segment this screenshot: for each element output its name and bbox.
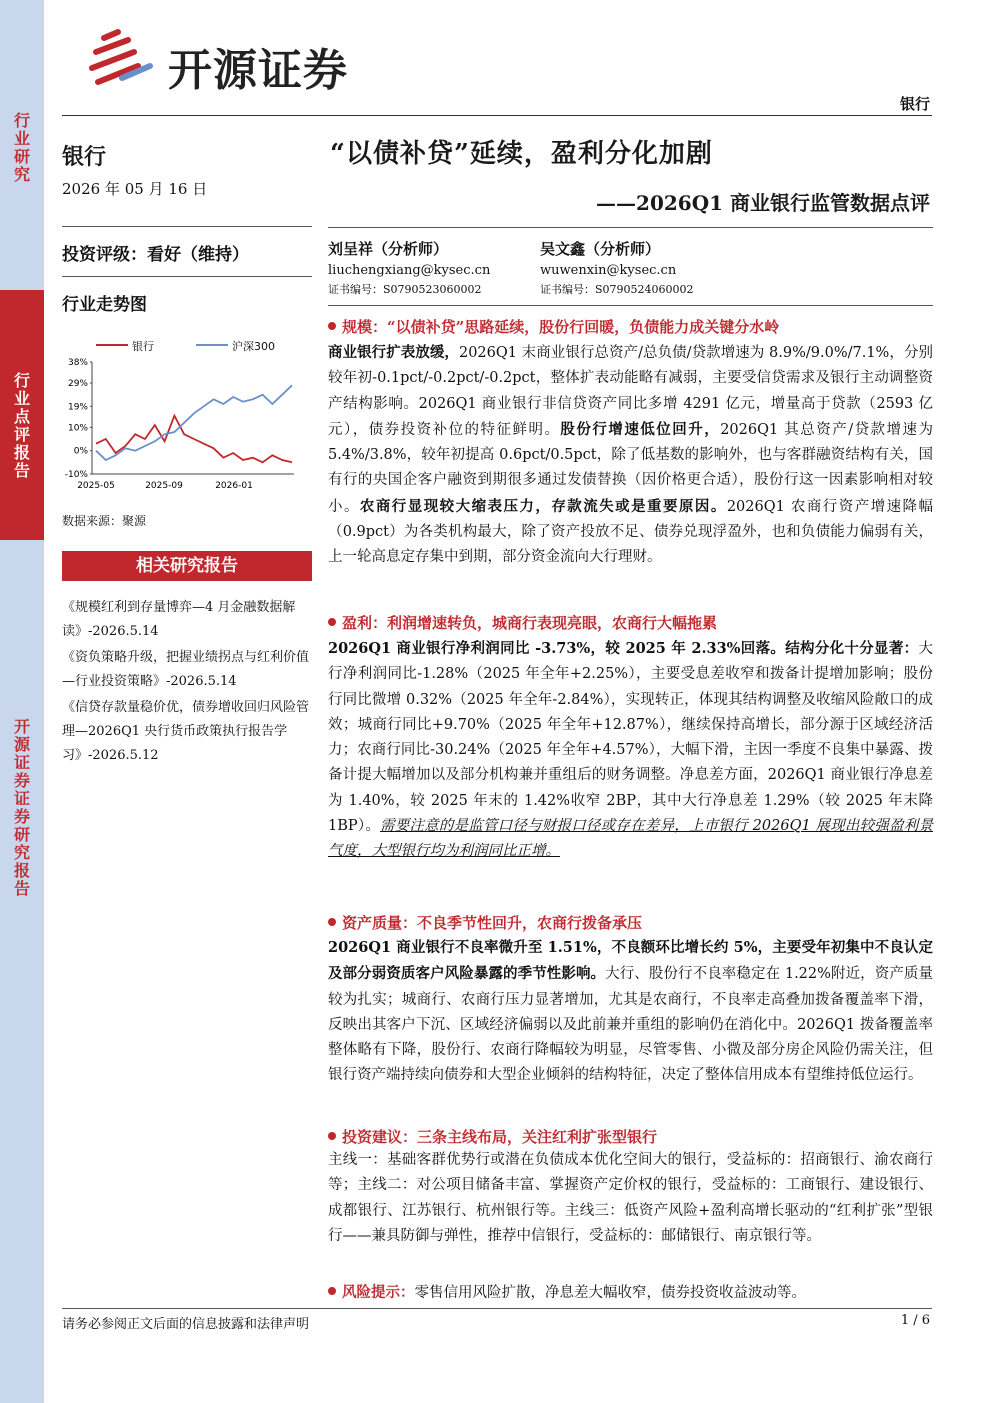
left-rule-2 — [62, 276, 312, 277]
company-logo-text: 开源证券 — [168, 45, 348, 96]
analyst-1-cert: 证书编号：S0790523060002 — [328, 283, 482, 296]
analyst-1 — [328, 238, 490, 297]
page-number: 1 / 6 — [900, 1313, 930, 1328]
report-subtitle: ——2026Q1 商业银行监管数据点评 — [596, 191, 930, 215]
scale-text-3: 2026Q1 农商行资产增速降幅（0.9pct）为各类机构最大，除了资产投放不足、债券兑现浮盈外，也和负债能力偏弱有关，上一轮高息定存集中到期，部分资金流向大行理财。 — [328, 498, 934, 566]
bullet-icon — [328, 618, 336, 626]
report-title: “以债补贷”延续，盈利分化加剧 — [330, 139, 713, 169]
section-scale-body — [328, 340, 933, 571]
section-profit-heading-text: 盈利：利润增速转负，城商行表现亮眼，农商行大幅拖累 — [342, 614, 718, 632]
footer-disclaimer: 请务必参阅正文后面的信息披露和法律声明 — [62, 1317, 310, 1332]
trend-chart-title: 行业走势图 — [62, 295, 147, 315]
section-quality-heading — [328, 912, 642, 933]
analyst-2-cert: 证书编号：S0790524060002 — [540, 283, 694, 296]
bullet-icon — [328, 1132, 336, 1140]
scale-bold-1: 商业银行扩表放缓， — [328, 344, 459, 361]
y-tick-label: -10% — [64, 470, 88, 480]
section-advice-heading-text: 投资建议：三条主线布局，关注红利扩张型银行 — [342, 1128, 658, 1146]
analyst-1-name: 刘呈祥（分析师） — [328, 240, 449, 258]
legend-hs300-swatch — [196, 344, 228, 346]
risk-warning — [328, 1280, 933, 1306]
y-tick-label: 19% — [67, 402, 88, 413]
bullet-icon — [328, 1287, 336, 1295]
x-tick-label: 2025-09 — [145, 481, 183, 491]
header-rule — [62, 115, 932, 116]
industry-label: 银行 — [62, 144, 107, 170]
report-date: 2026 年 05 月 16 日 — [62, 180, 208, 198]
sidebar — [0, 0, 44, 1403]
scale-bold-2: 股份行增速低位回升， — [560, 420, 721, 438]
trend-chart-svg — [62, 334, 312, 504]
bullet-icon — [328, 322, 336, 330]
related-reports-title: 相关研究报告 — [62, 551, 312, 581]
profit-italic-note: 需要注意的是监管口径与财报口径或存在差异，上市银行 2026Q1 展现出较强盈利景气度，大型银行均为利润同比正增。 — [328, 818, 933, 860]
legend-bank — [96, 338, 154, 354]
related-report-2[interactable]: 《资负策略升级，把握业绩拐点与红利价值—行业投资策略》-2026.5.14 — [62, 650, 310, 689]
analyst-2 — [540, 238, 694, 297]
section-profit-body — [328, 636, 933, 865]
related-report-1[interactable]: 《规模红利到存量博弈—4 月金融数据解读》-2026.5.14 — [62, 600, 296, 639]
analyst-2-email[interactable]: wuwenxin@kysec.cn — [540, 263, 677, 278]
series-line-hs300 — [96, 385, 292, 460]
x-tick-label: 2026-01 — [215, 481, 253, 491]
profit-bold-1: 2026Q1 商业银行净利润同比 -3.73%，较 2025 年 2.33%回落。结构分化十分显著： — [328, 640, 919, 657]
title-rule — [328, 227, 933, 228]
y-tick-label: 38% — [67, 358, 88, 368]
trend-chart — [62, 334, 312, 504]
left-rule-1 — [62, 226, 312, 227]
series-line-bank — [96, 416, 292, 463]
analyst-2-name: 吴文鑫（分析师） — [540, 240, 661, 258]
section-advice-heading — [328, 1126, 657, 1147]
section-scale-heading — [328, 316, 779, 337]
analyst-1-email[interactable]: liuchengxiang@kysec.cn — [328, 263, 491, 278]
legend-bank-label: 银行 — [132, 340, 154, 353]
legend-bank-swatch — [96, 344, 128, 346]
quality-bold-1: 2026Q1 商业银行不良率微升至 1.51%，不良额环比增长约 5%，主要受年初集中不良认定及部分弱资质客户风险暴露的季节性影响。 — [328, 939, 933, 983]
sidebar-middle-label: 行业点评报告 — [13, 371, 30, 480]
analyst-rule — [328, 305, 933, 306]
scale-bold-3: 农商行显现较大缩表压力，存款流失或是重要原因。 — [359, 497, 727, 515]
company-logo-icon — [88, 28, 160, 88]
section-advice-body — [328, 1148, 933, 1249]
section-quality-heading-text: 资产质量：不良季节性回升，农商行拨备承压 — [342, 914, 643, 932]
profit-text-1: 大行净利润同比-1.28%（2025 年全年+2.25%），主要受息差收窄和拨备计提增加影响；股份行同比微增 0.32%（2025 年全年-2.84%），实现转正，体现其结构调整及收缩风险敞口的成效；城商行同比+9.70%（2025 年全年+12.87%），继续保持高增长，部分源于区域经济活力；农商行同比-30.24%（2025 年全年+4.57%），大幅下滑，主因一季度不良集中暴露、拨备计提大幅增加以及部分机构兼并重组后的财务调整。净息差方面，2026Q1 商业银行净息差为 1.40%，较 2025 年末的 1.42%收窄 2BP，其中大行净息差 1.29%（较 2025 年末降 1BP）。 — [328, 641, 933, 835]
investment-rating: 投资评级：看好（维持） — [62, 245, 249, 265]
advice-text-1: 主线一：基础客群优势行或潜在负债成本优化空间大的银行，受益标的：招商银行、渝农商行等；主线二：对公项目储备丰富、掌握资产定价权的银行，受益标的：工商银行、建设银行、成都银行、江苏银行、杭州银行等。主线三：低资产风险+盈利高增长驱动的“红利扩张”型银行——兼具防御与弹性，推荐中信银行，受益标的：邮储银行、南京银行等。 — [328, 1152, 933, 1244]
bullet-icon — [328, 918, 336, 926]
chart-axes — [92, 362, 294, 474]
quality-text-1: 大行、股份行不良率稳定在 1.22%附近，资产质量较为扎实；城商行、农商行压力显著增加，尤其是农商行，不良率走高叠加拨备覆盖率下滑，反映出其客户下沉、区域经济偏弱以及此前兼并重组的影响仍在消化中。2026Q1 拨备覆盖率整体略有下降，股份行、农商行降幅较为明显，尽管零售、小微及部分房企风险仍需关注，但银行资产端持续向债券和大型企业倾斜的结构特征，决定了整体信用成本有望维持低位运行。 — [328, 966, 934, 1084]
section-quality-body — [328, 935, 933, 1089]
risk-label: 风险提示： — [342, 1284, 415, 1301]
y-tick-label: 29% — [67, 379, 88, 389]
section-profit-heading — [328, 612, 717, 633]
y-tick-label: 10% — [67, 423, 88, 434]
x-tick-label: 2025-05 — [77, 481, 115, 491]
legend-hs300 — [196, 338, 275, 354]
y-tick-label: 0% — [73, 446, 88, 457]
legend-hs300-label: 沪深300 — [232, 340, 275, 353]
section-scale-heading-text: 规模：“以债补贷”思路延续，股份行回暖，负债能力成关键分水岭 — [342, 318, 780, 336]
sidebar-top-label: 行业研究 — [13, 111, 30, 184]
header-category: 银行 — [899, 95, 930, 113]
sidebar-bottom-label: 开源证券 证券研究报告 — [13, 717, 30, 898]
chart-source: 数据来源：聚源 — [62, 514, 147, 528]
scale-text-2: 2026Q1 其总资产/贷款增速为 5.4%/3.8%，较年初提高 0.6pct/0.5pct，除了低基数的影响外，也与客群融资结构有关，国有行的央国企客户融资到期很多通过发债替换（因价格更合适），股份行这一因素影响相对较小。 — [328, 421, 933, 515]
scale-text-1: 2026Q1 末商业银行总资产/总负债/贷款增速为 8.9%/9.0%/7.1%，分别较年初-0.1pct/-0.2pct/-0.2pct，整体扩表动能略有减弱，主要受信贷需求及银行主动调整资产结构影响。2026Q1 商业银行非信贷资产同比多增 4291 亿元，增量高于贷款（2593 亿元），债券投资补位的特征鲜明。 — [328, 345, 933, 438]
related-report-3[interactable]: 《信贷存款量稳价优，债券增收回归风险管理—2026Q1 央行货币政策执行报告学习》-2026.5.12 — [62, 700, 310, 763]
footer-rule — [62, 1308, 932, 1309]
risk-text: 零售信用风险扩散，净息差大幅收窄，债券投资收益波动等。 — [414, 1285, 806, 1301]
